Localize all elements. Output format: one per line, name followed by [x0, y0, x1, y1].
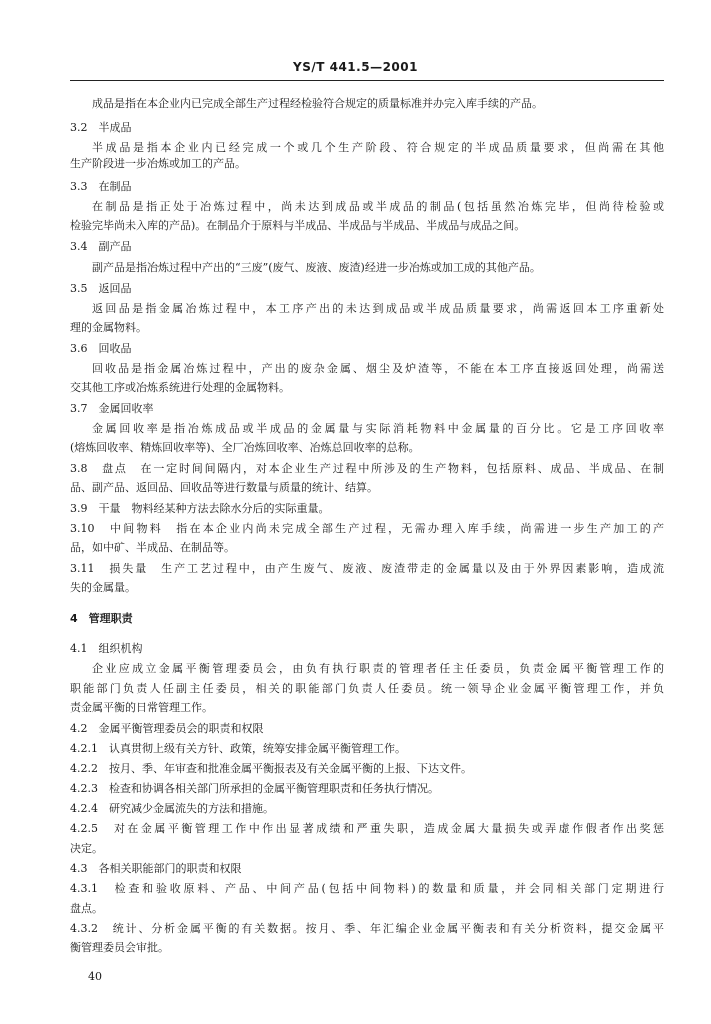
text-line: 4.3.1 检查和验收原料、产品、中间产品(包括中间物料)的数量和质量，并会同相关部门定期进行 [70, 882, 664, 895]
section-heading: 3.6 回收品 [70, 342, 132, 355]
standard-number-header: YS/T 441.5—2001 [293, 60, 418, 74]
text-line: 3.9 干量 物料经某种方法去除水分后的实际重量。 [70, 502, 330, 515]
text-line: 金属回收率是指冶炼成品或半成品的金属量与实际消耗物料中金属量的百分比。它是工序回收率 [92, 422, 664, 435]
text-line: 理的金属物料。 [70, 321, 147, 334]
section-heading: 3.4 副产品 [70, 240, 132, 253]
section-heading: 3.2 半成品 [70, 121, 132, 134]
text-line: 4.2.3 检查和协调各相关部门所承担的金属平衡管理职责和任务执行情况。 [70, 782, 439, 795]
section-heading: 3.3 在制品 [70, 180, 132, 193]
text-line: 责金属平衡的日常管理工作。 [70, 701, 213, 714]
text-line: 成品是指在本企业内已完成全部生产过程经检验符合规定的质量标准并办完入库手续的产品。 [92, 97, 543, 110]
text-line: 3.10 中间物料 指在本企业内尚未完成全部生产过程，无需办理入库手续，尚需进一步生产加工的产 [70, 522, 664, 535]
text-line: 在制品是指正处于冶炼过程中，尚未达到成品或半成品的制品(包括虽然冶炼完毕，但尚待检验或 [92, 200, 664, 213]
header-rule [70, 80, 664, 81]
text-line: 3.8 盘点 在一定时间间隔内，对本企业生产过程中所涉及的生产物料，包括原料、成品、半成品、在制 [70, 462, 664, 475]
text-line: 3.11 损失量 生产工艺过程中，由产生废气、废液、废渣带走的金属量以及由于外界因素影响，造成流 [70, 562, 664, 575]
text-line: 盘点。 [70, 902, 103, 915]
text-line: 失的金属量。 [70, 581, 136, 594]
text-line: 半成品是指本企业内已经完成一个或几个生产阶段、符合规定的半成品质量要求，但尚需在其他 [92, 141, 664, 154]
text-line: 回收品是指金属冶炼过程中，产出的废杂金属、烟尘及炉渣等，不能在本工序直接返回处理，尚需送 [92, 362, 664, 375]
section-heading: 4.1 组织机构 [70, 642, 143, 655]
section-heading: 4.2 金属平衡管理委员会的职责和权限 [70, 722, 264, 735]
section-heading: 3.5 返回品 [70, 282, 132, 295]
text-line: 返回品是指金属冶炼过程中，本工序产出的未达到成品或半成品质量要求，尚需返回本工序重新处 [92, 302, 664, 315]
text-line: 职能部门负责人任副主任委员，相关的职能部门负责人任委员。统一领导企业金属平衡管理工作，并负 [70, 682, 664, 695]
text-line: 4.2.2 按月、季、年审查和批准金属平衡报表及有关金属平衡的上报、下达文件。 [70, 762, 472, 775]
text-line: 企业应成立金属平衡管理委员会，由负有执行职责的管理者任主任委员，负责金属平衡管理工作的 [92, 662, 664, 675]
section-heading: 4.3 各相关职能部门的职责和权限 [70, 862, 242, 875]
text-line: (熔炼回收率、精炼回收率等)、全厂冶炼回收率、冶炼总回收率的总称。 [70, 441, 420, 454]
text-line: 决定。 [70, 842, 103, 855]
text-line: 副产品是指冶炼过程中产出的“三废”(废气、废液、废渣)经进一步冶炼或加工成的其他产品。 [92, 261, 541, 274]
text-line: 交其他工序或冶炼系统进行处理的金属物料。 [70, 381, 290, 394]
text-line: 生产阶段进一步冶炼或加工的产品。 [70, 157, 246, 170]
page-number: 40 [88, 970, 102, 983]
text-line: 4.2.1 认真贯彻上级有关方针、政策，统筹安排金属平衡管理工作。 [70, 742, 406, 755]
text-line: 品、副产品、返回品、回收品等进行数量与质量的统计、结算。 [70, 481, 378, 494]
text-line: 检验完毕尚未入库的产品)。在制品介于原料与半成品、半成品与半成品、半成品与成品之间。 [70, 219, 526, 232]
text-line: 4.3.2 统计、分析金属平衡的有关数据。按月、季、年汇编企业金属平衡表和有关分析资料，提交金属平 [70, 922, 664, 935]
section-heading: 3.7 金属回收率 [70, 402, 154, 415]
text-line: 4.2.4 研究减少金属流失的方法和措施。 [70, 802, 274, 815]
chapter-heading: 4 管理职责 [70, 612, 133, 625]
text-line: 衡管理委员会审批。 [70, 941, 169, 954]
text-line: 品，如中矿、半成品、在制品等。 [70, 541, 235, 554]
text-line: 4.2.5 对在金属平衡管理工作中作出显著成绩和严重失职，造成金属大量损失或弄虚作假者作出奖惩 [70, 822, 664, 835]
